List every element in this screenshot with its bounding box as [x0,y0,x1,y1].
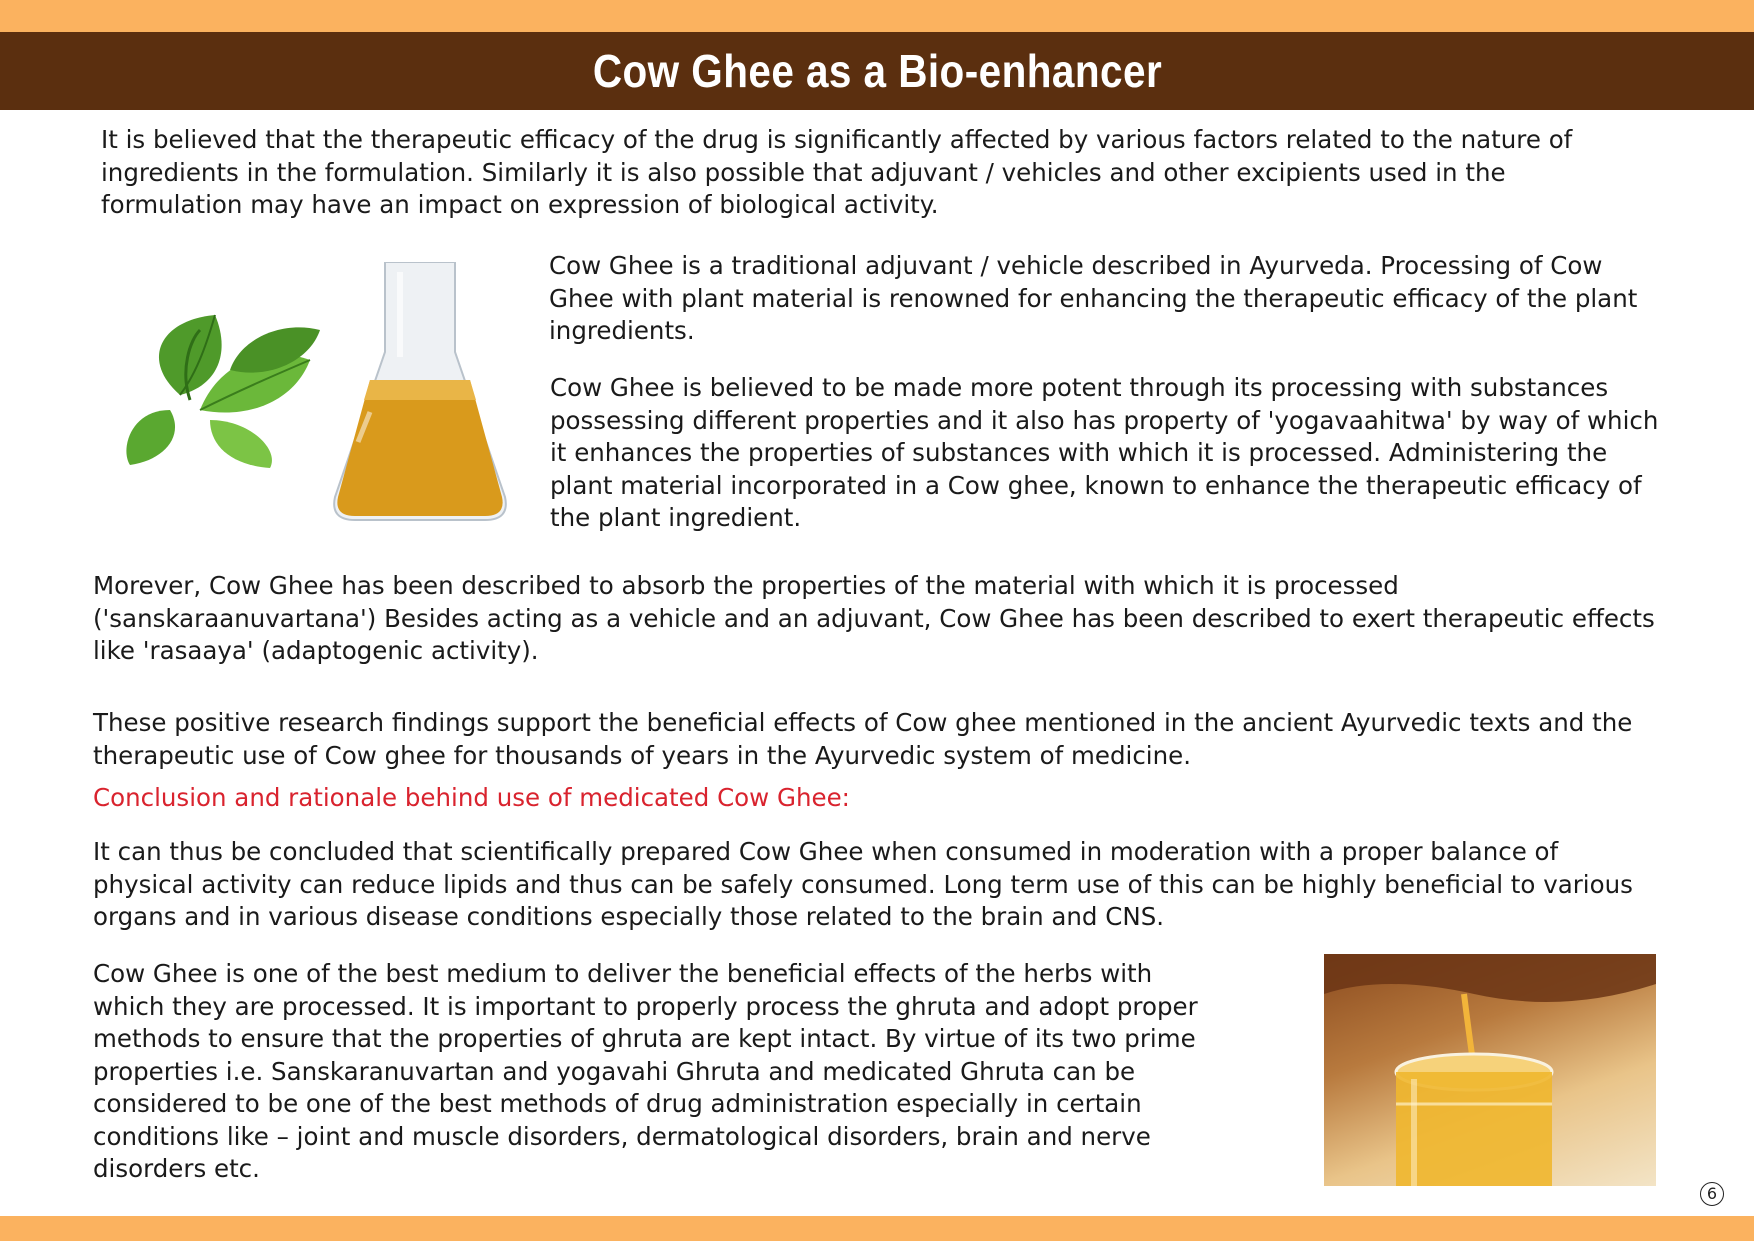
research-paragraph: These positive research findings support the beneficial effects of Cow ghee mentioned in the ancient Ayurvedic texts and the therapeutic use of Cow ghee for thousands of years in the Ayurvedic system of medicine. [93,708,1633,770]
traditional-paragraph: Cow Ghee is a traditional adjuvant / vehicle described in Ayurveda. Processing of Cow Ghee with plant material is renowned for enhancing the therapeutic efficacy of the plant ingredients. [549,251,1638,345]
page-title: Cow Ghee as a Bio-enhancer [592,45,1162,97]
intro-paragraph: It is believed that the therapeutic efficacy of the drug is significantly affected by various factors related to the nature of ingredients in the formulation. Similarly it is also possible that adjuvant / vehicles and other excipients used in the formulation may have an impact on expression of biological activity. [101,125,1573,219]
bottom-orange-band [0,1216,1754,1241]
medium-paragraph: Cow Ghee is one of the best medium to deliver the beneficial effects of the herbs with which they are processed. It is important to properly process the ghruta and adopt proper methods to ensure that the properties of ghruta are kept intact. By virtue of its two prime properties i.e. Sanskaranuvartan and yogavahi Ghruta and medicated Ghruta can be considered to be one of the best methods of drug administration especially in certain conditions like – joint and muscle disorders, dermatological disorders, brain and nerve disorders etc. [93,959,1198,1183]
moreover-paragraph: Morever, Cow Ghee has been described to absorb the properties of the material with which it is processed ('sanskaraanuvartana') Besides acting as a vehicle and an adjuvant, Cow Ghee has been described to exert therapeutic effects like 'rasaaya' (adaptogenic activity). [93,571,1655,665]
page-number: 6 [1700,1182,1724,1206]
flask-icon [330,262,510,522]
conclusion-heading: Conclusion and rationale behind use of medicated Cow Ghee: [93,783,850,812]
ghee-jar-icon [1324,954,1656,1186]
potent-paragraph: Cow Ghee is believed to be made more potent through its processing with substances possessing different properties and it also has property of 'yogavaahitwa' by way of which it enhances the properties of substances with which it is processed. Administering the plant material incorporated in a Cow ghee, known to enhance the therapeutic efficacy of the plant ingredient. [550,373,1659,532]
conclusion-paragraph: It can thus be concluded that scientifically prepared Cow Ghee when consumed in moderation with a proper balance of physical activity can reduce lipids and thus can be safely consumed. Long term use of this can be highly beneficial to various organs and in various disease conditions especially those related to the brain and CNS. [93,837,1633,931]
title-bar [0,32,1754,110]
ghee-jar-image [1324,954,1656,1186]
top-orange-band [0,0,1754,32]
herb-leaves-icon [120,300,335,470]
